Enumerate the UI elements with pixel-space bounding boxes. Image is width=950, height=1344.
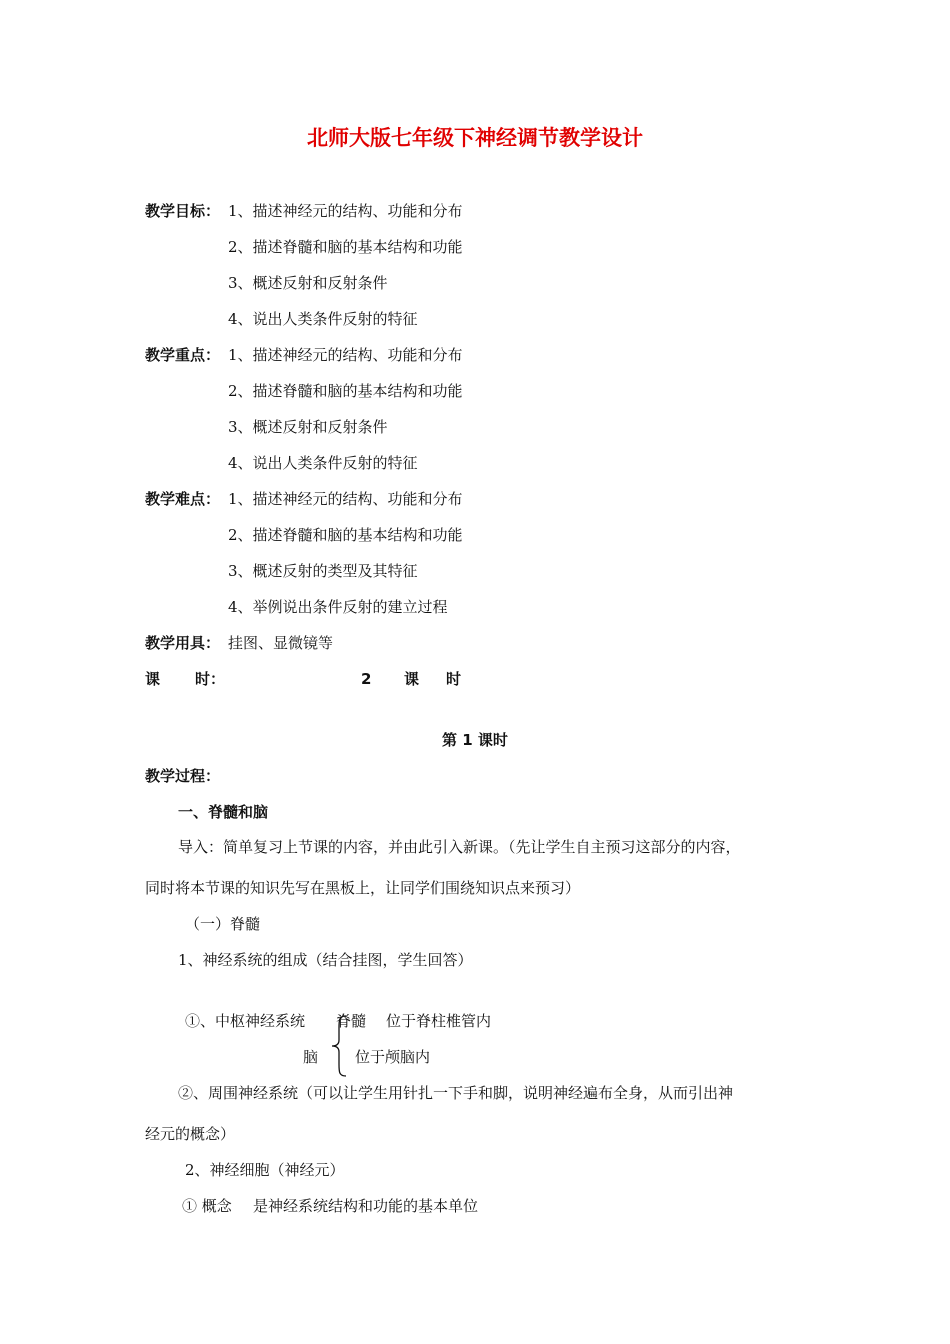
cns-brain-location: 位于颅脑内 [355,1048,431,1066]
tools-label: 教学用具： [145,634,221,652]
concept-label: ① 概念 [182,1197,232,1215]
key-point-item: 3、概述反射和反射条件 [228,418,388,436]
brace-icon [329,1014,349,1078]
cns-brain: 脑 [303,1048,319,1066]
intro-text-line: 导入：简单复习上节课的内容，并由此引入新课。（先让学生自主预习这部分的内容， [178,838,741,856]
difficulty-item: 2、描述脊髓和脑的基本结构和功能 [228,526,463,544]
concept-value: 是神经系统结构和功能的基本单位 [253,1197,479,1215]
difficulties-label: 教学难点： [145,490,221,508]
pns-text-line: 经元的概念） [145,1125,236,1143]
intro-text-line: 同时将本节课的知识先写在黑板上，让同学们围绕知识点来预习） [145,879,581,897]
objective-item: 4、说出人类条件反射的特征 [228,310,418,328]
cns-label: ①、中枢神经系统 [185,1012,306,1030]
hours-label-part-2: 时： [195,670,226,688]
lesson-heading: 第 1 课时 [442,731,508,749]
hours-unit-part-2: 时 [446,670,462,688]
point-heading: 2、神经细胞（神经元） [185,1161,345,1179]
objective-item: 2、描述脊髓和脑的基本结构和功能 [228,238,463,256]
cns-spinal-cord: 脊髓 [336,1012,367,1030]
objective-item: 3、概述反射和反射条件 [228,274,388,292]
difficulty-item: 4、举例说出条件反射的建立过程 [228,598,448,616]
hours-unit-part-1: 课 [404,670,420,688]
key-point-item: 2、描述脊髓和脑的基本结构和功能 [228,382,463,400]
difficulty-item: 3、概述反射的类型及其特征 [228,562,418,580]
hours-count: 2 [361,670,372,688]
hours-label-part-1: 课 [145,670,161,688]
cns-spinal-cord-location: 位于脊柱椎管内 [386,1012,492,1030]
tools-value: 挂图、显微镜等 [228,634,334,652]
process-label: 教学过程： [145,767,221,785]
difficulty-item: 1、描述神经元的结构、功能和分布 [228,490,463,508]
objectives-label: 教学目标： [145,202,221,220]
key-point-item: 1、描述神经元的结构、功能和分布 [228,346,463,364]
key-points-label: 教学重点： [145,346,221,364]
objective-item: 1、描述神经元的结构、功能和分布 [228,202,463,220]
pns-text-line: ②、周围神经系统（可以让学生用针扎一下手和脚，说明神经遍布全身，从而引出神 [178,1084,734,1102]
key-point-item: 4、说出人类条件反射的特征 [228,454,418,472]
section-heading: 一、脊髓和脑 [178,803,269,821]
document-title: 北师大版七年级下神经调节教学设计 [307,126,643,150]
point-heading: 1、神经系统的组成（结合挂图，学生回答） [178,951,473,969]
subsection-heading: （一）脊髓 [185,915,261,933]
